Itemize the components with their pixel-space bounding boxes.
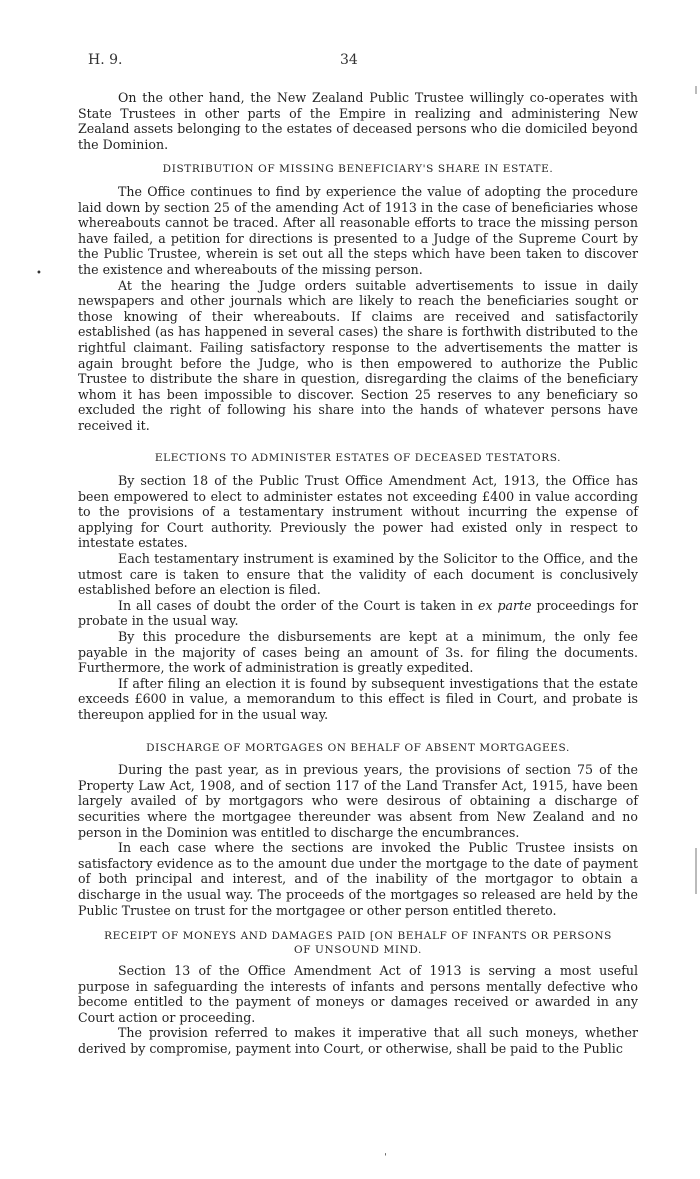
scan-edge-mark: [695, 86, 697, 94]
document-body: [78, 90, 638, 1057]
paragraph: Each testamentary instrument is examined by the Solicitor to the Office, and the utmost care is taken to ensure that the validity of each document is conclusively established before an election is filed.: [78, 551, 638, 598]
section-heading-infants: RECEIPT OF MONEYS AND DAMAGES PAID [ON BEHALF OF INFANTS OR PERSONS OF UNSOUND MIND.: [104, 930, 612, 957]
paragraph: By section 18 of the Public Trust Office Amendment Act, 1913, the Office has been empowered to elect to administer estates not exceeding £400 in value according to the provisions of a testamentary instrument without incurring the expense of applying for Court authority. Previously the power had existed only in respect to intestate estates.: [78, 473, 638, 551]
report-reference: H. 9.: [88, 52, 123, 68]
stray-mark: •: [36, 268, 42, 279]
paragraph: The provision referred to makes it imperative that all such moneys, whether derived by compromise, payment into Court, or otherwise, shall be paid to the Public: [78, 1025, 638, 1057]
paragraph: The Office continues to find by experience the value of adopting the procedure laid down by section 25 of the amending Act of 1913 in the case of beneficiaries whose whereabouts cannot be traced. After all reasonable efforts to trace the missing person have failed, a petition for directions is presented to a Judge of the Supreme Court by the Public Trustee, wherein is set out all the steps which have been taken to discover the existence and whereabouts of the missing person.: [78, 183, 638, 277]
paragraph: If after filing an election it is found by subsequent investigations that the estate exceeds £600 in value, a memorandum to this effect is filed in Court, and probate is thereupon applied for in the usual way.: [78, 675, 638, 722]
paragraph: In all cases of doubt the order of the Court is taken in ex parte proceedings for probate in the usual way.: [78, 597, 638, 629]
italic-term: ex parte: [477, 597, 532, 613]
scan-edge-mark: [695, 848, 697, 894]
paragraph: In each case where the sections are invoked the Public Trustee insists on satisfactory evidence as to the amount due under the mortgage to the date of payment of both principal and interest, and of the inability of the mortgagor to obtain a discharge in the usual way. The proceeds of the mortgages so released are held by the Public Trustee on trust for the mortgagee or other person entitled thereto.: [78, 840, 638, 918]
intro-paragraph: On the other hand, the New Zealand Public Trustee willingly co-operates with State Trustees in other parts of the Empire in realizing and administering New Zealand assets belonging to the estates of deceased persons who die domiciled beyond the Dominion.: [78, 90, 638, 152]
paragraph: Section 13 of the Office Amendment Act of 1913 is serving a most useful purpose in safeguarding the interests of infants and persons mentally defective who become entitled to the payment of moneys or damages received or awarded in any Court action or proceeding.: [78, 963, 638, 1025]
section-heading-elections: ELECTIONS TO ADMINISTER ESTATES OF DECEASED TESTATORS.: [154, 452, 562, 465]
page-number: 34: [340, 52, 358, 68]
paragraph: During the past year, as in previous years, the provisions of section 75 of the Property Law Act, 1908, and of section 117 of the Land Transfer Act, 1915, have been largely availed of by mortgagors who were desirous of obtaining a discharge of securities where the mortgagee thereunder was absent from New Zealand and no person in the Dominion was entitled to discharge the encumbrances.: [78, 762, 638, 840]
section-heading-mortgages: DISCHARGE OF MORTGAGES ON BEHALF OF ABSENT MORTGAGEES.: [146, 741, 570, 754]
section-heading-missing-beneficiary: DISTRIBUTION OF MISSING BENEFICIARY'S SHARE IN ESTATE.: [162, 163, 554, 176]
paragraph: By this procedure the disbursements are kept at a minimum, the only fee payable in the majority of cases being an amount of 3s. for filing the documents. Furthermore, the work of administration is greatly expedited.: [78, 629, 638, 676]
paragraph: At the hearing the Judge orders suitable advertisements to issue in daily newspapers and other journals which are likely to reach the beneficiaries sought or those knowing of their whereabouts. If claims are received and satisfactorily established (as has happened in several cases) the share is forthwith distributed to the rightful claimant. Failing satisfactory response to the advertisements the matter is again brought before the Judge, who is then empowered to authorize the Public Trustee to distribute the share in question, disregarding the claims of the beneficiary whom it has been impossible to discover. Section 25 reserves to any beneficiary so excluded the right of following his share into the hands of whatever persons have received it.: [78, 277, 638, 433]
stray-mark: ˌ: [384, 1146, 387, 1157]
